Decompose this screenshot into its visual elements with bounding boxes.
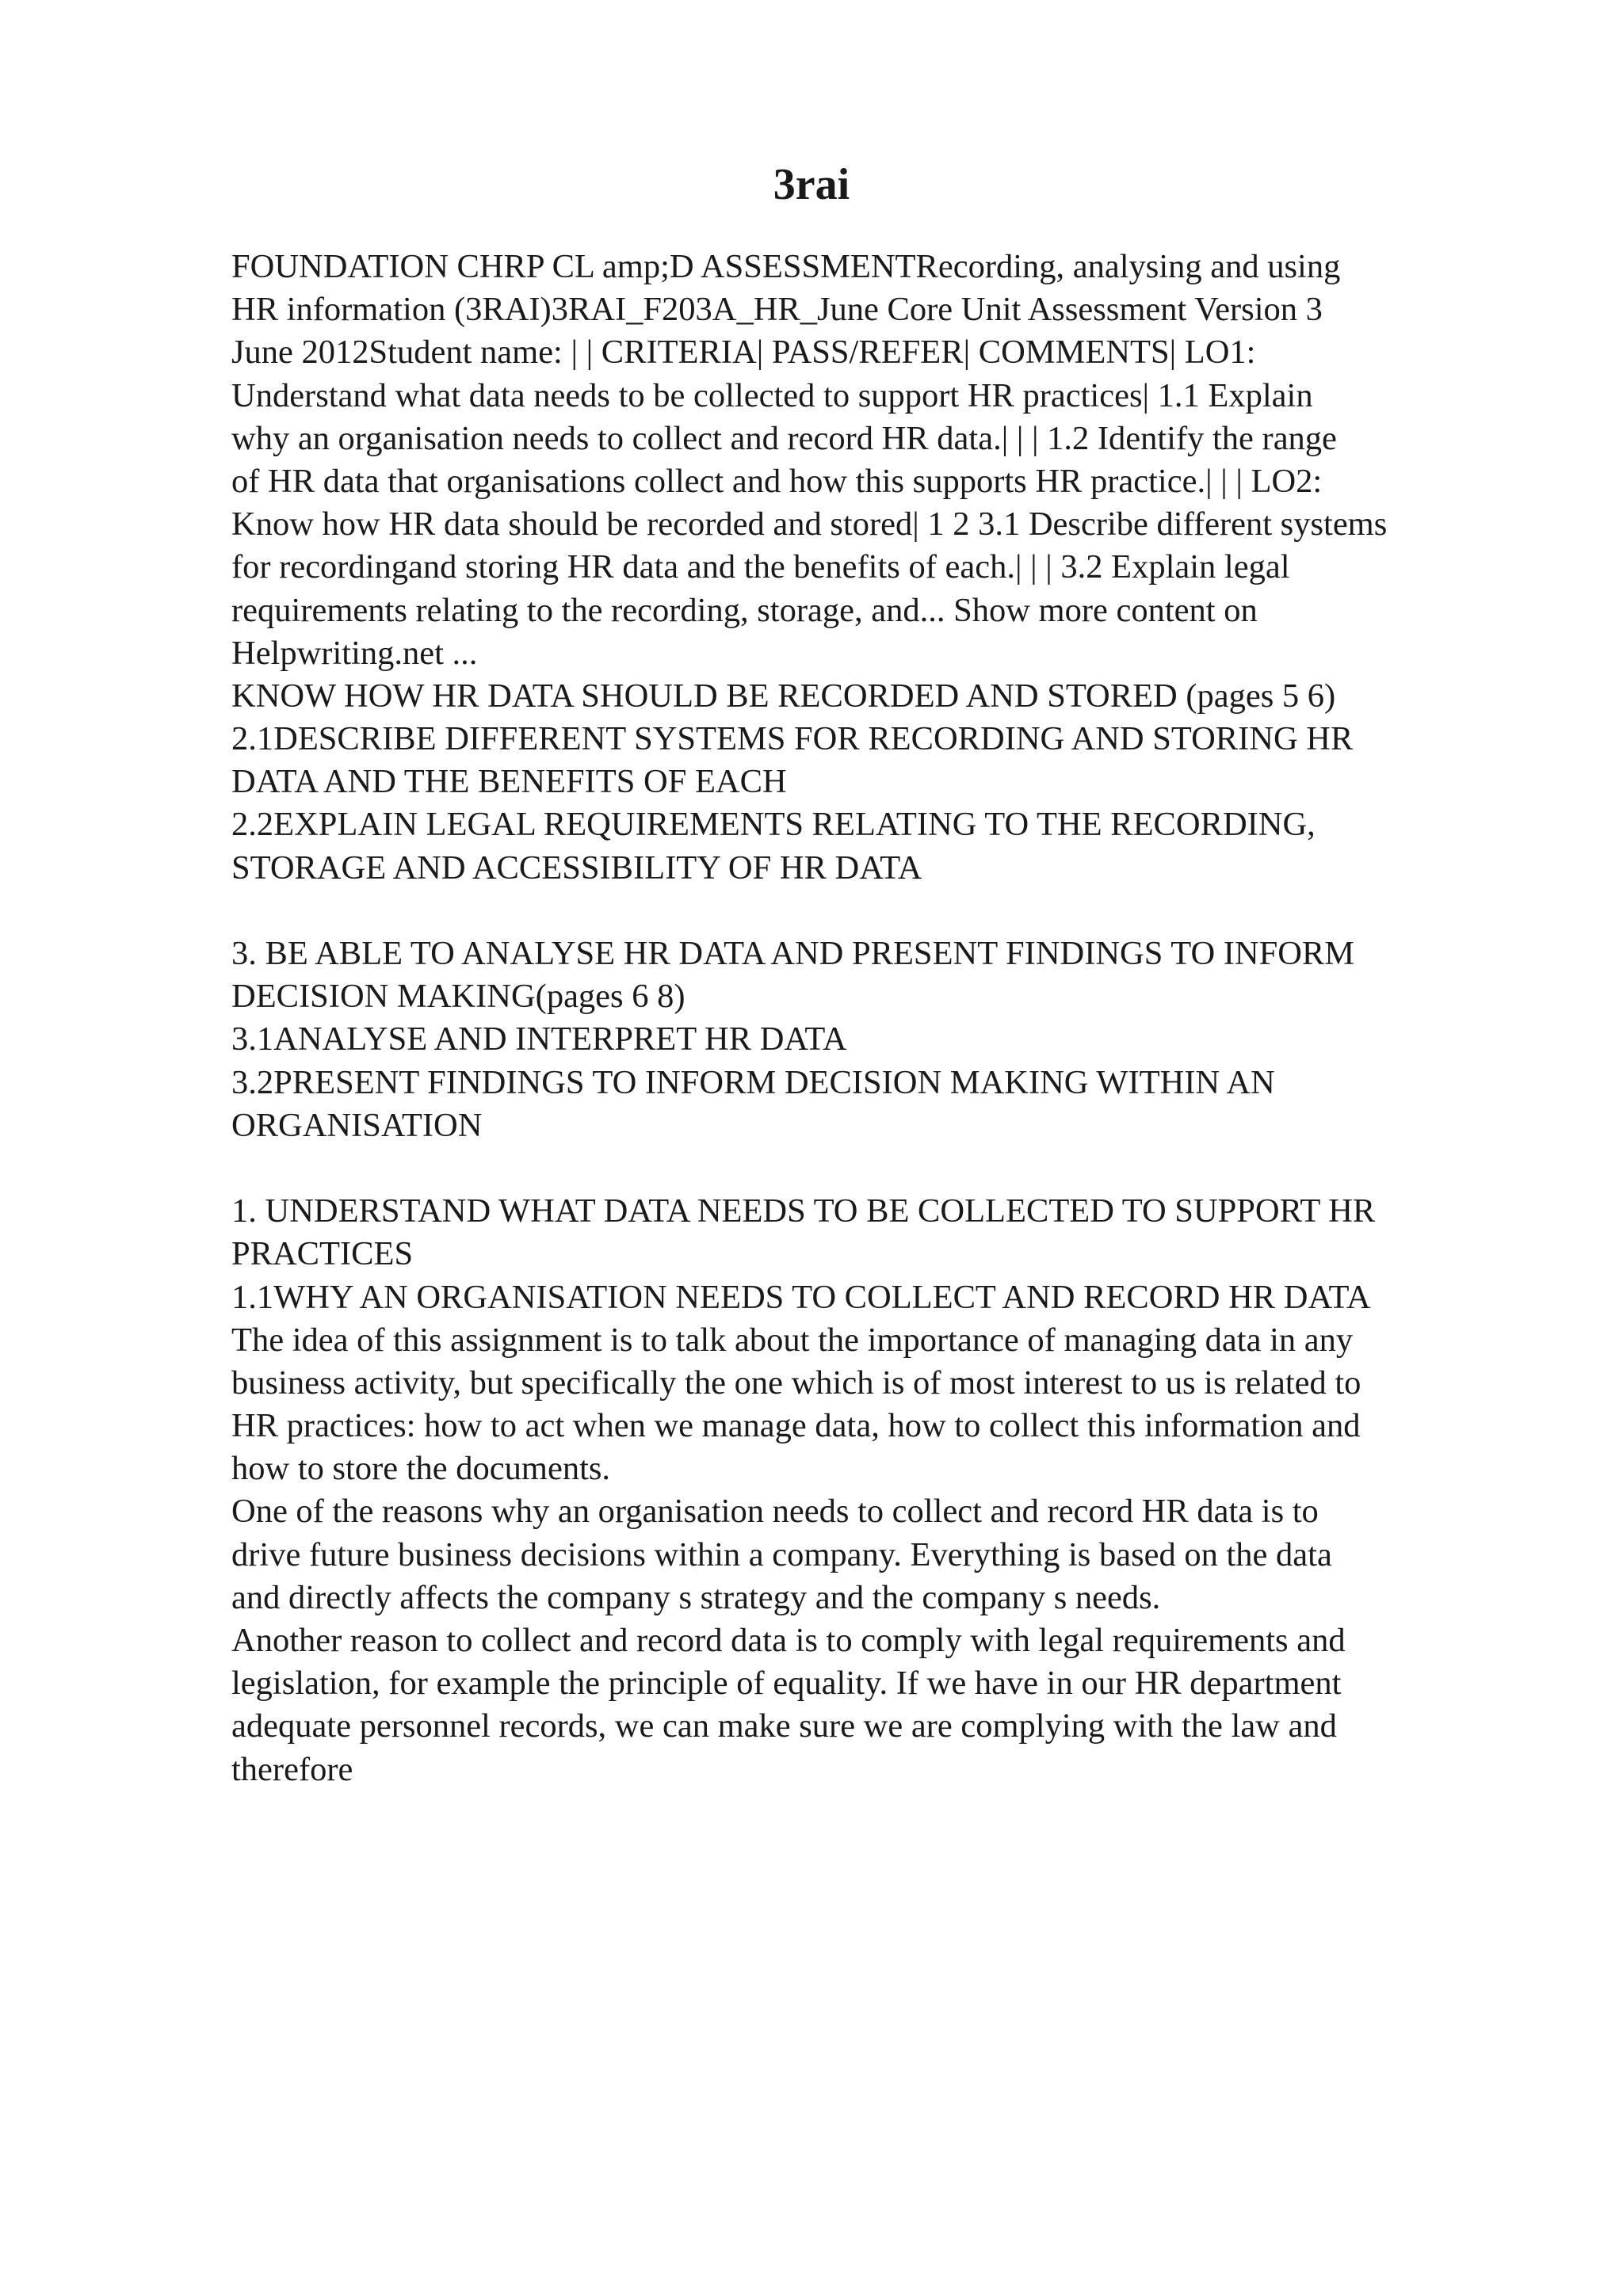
text-line: adequate personnel records, we can make sure we are complying with the law and — [231, 1707, 1337, 1745]
text-line: HR information (3RAI)3RAI_F203A_HR_June Core Unit Assessment Version 3 — [231, 291, 1323, 329]
text-line: The idea of this assignment is to talk about the importance of managing data in any — [231, 1321, 1354, 1359]
text-line: DECISION MAKING(pages 6 8) — [231, 978, 685, 1016]
text-line: and directly affects the company s strategy and the company s needs. — [231, 1578, 1161, 1616]
text-line: One of the reasons why an organisation needs to collect and record HR data is to — [231, 1493, 1319, 1531]
text-line: why an organisation needs to collect and record HR data.| | | 1.2 Identify the range — [231, 419, 1337, 457]
text-line: business activity, but specifically the one which is of most interest to us is related to — [231, 1363, 1361, 1402]
text-line: 2.2EXPLAIN LEGAL REQUIREMENTS RELATING TO THE RECORDING, — [231, 806, 1316, 844]
document-title: 3rai — [773, 160, 850, 209]
text-line: Understand what data needs to be collected to support HR practices| 1.1 Explain — [231, 376, 1313, 414]
paragraph-spacer — [231, 890, 1515, 933]
text-line: HR practices: how to act when we manage data, how to collect this information and — [231, 1407, 1361, 1445]
paragraph-spacer — [231, 1147, 1515, 1190]
text-line: legislation, for example the principle of equality. If we have in our HR department — [231, 1665, 1342, 1703]
text-line: 3.2PRESENT FINDINGS TO INFORM DECISION MAKING WITHIN AN — [231, 1063, 1275, 1101]
text-line: requirements relating to the recording, storage, and... Show more content on — [231, 591, 1258, 629]
text-line: FOUNDATION CHRP CL amp;D ASSESSMENTRecording, analysing and using — [231, 248, 1341, 285]
text-line: Helpwriting.net ... — [231, 634, 478, 672]
text-line: therefore — [231, 1750, 353, 1788]
text-line: DATA AND THE BENEFITS OF EACH — [231, 763, 787, 801]
text-line: 3. BE ABLE TO ANALYSE HR DATA AND PRESENT FINDINGS TO INFORM — [231, 935, 1355, 972]
text-line: June 2012Student name: | | CRITERIA| PASS/REFER| COMMENTS| LO1: — [231, 334, 1256, 372]
text-line: how to store the documents. — [231, 1450, 611, 1488]
text-line: 1.1WHY AN ORGANISATION NEEDS TO COLLECT AND RECORD HR DATA — [231, 1278, 1371, 1316]
text-line: drive future business decisions within a company. Everything is based on the data — [231, 1535, 1332, 1573]
text-line: PRACTICES — [231, 1235, 414, 1273]
text-line: 2.1DESCRIBE DIFFERENT SYSTEMS FOR RECORDING AND STORING HR — [231, 720, 1354, 758]
text-line: 3.1ANALYSE AND INTERPRET HR DATA — [231, 1020, 847, 1058]
text-line: 1. UNDERSTAND WHAT DATA NEEDS TO BE COLLECTED TO SUPPORT HR — [231, 1192, 1376, 1230]
text-line: of HR data that organisations collect and how this supports HR practice.| | | LO2: — [231, 462, 1323, 500]
text-line: Know how HR data should be recorded and stored| 1 2 3.1 Describe different systems — [231, 505, 1388, 543]
text-line: KNOW HOW HR DATA SHOULD BE RECORDED AND STORED (pages 5 6) — [231, 677, 1336, 715]
text-line: for recordingand storing HR data and the benefits of each.| | | 3.2 Explain legal — [231, 548, 1290, 586]
text-line: ORGANISATION — [231, 1106, 483, 1144]
text-line: Another reason to collect and record data is to comply with legal requirements and — [231, 1622, 1346, 1659]
text-line: STORAGE AND ACCESSIBILITY OF HR DATA — [231, 849, 922, 887]
document-body — [231, 246, 1515, 1791]
